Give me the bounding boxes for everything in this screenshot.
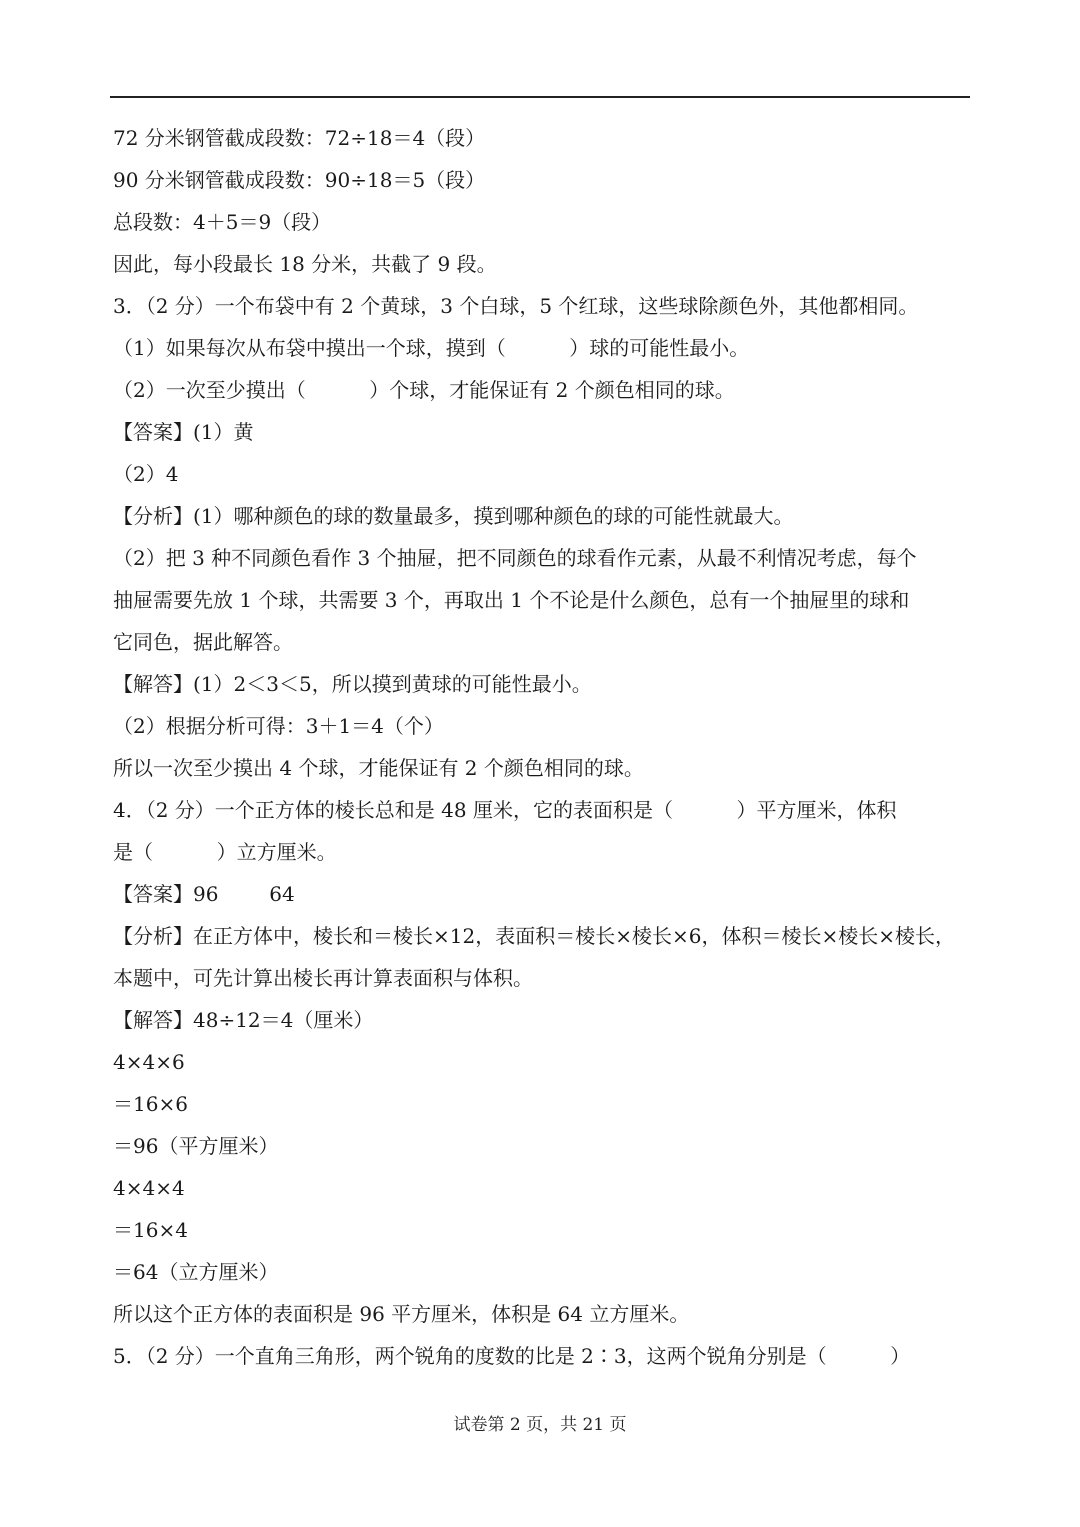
analysis-line: 抽屉需要先放 1 个球，共需要 3 个，再取出 1 个不论是什么颜色，总有一个抽屉里的球和 [113, 588, 910, 612]
text-line: 72 分米钢管截成段数：72÷18＝4（段） [113, 126, 486, 150]
text-line: 总段数：4＋5＝9（段） [113, 210, 332, 234]
calc-line: 4×4×6 [113, 1050, 185, 1074]
solution-line: 所以一次至少摸出 4 个球，才能保证有 2 个颜色相同的球。 [113, 756, 644, 780]
header-rule [110, 96, 970, 98]
text-line: 90 分米钢管截成段数：90÷18＝5（段） [113, 168, 486, 192]
calc-line: ＝96（平方厘米） [113, 1134, 279, 1158]
calc-line: ＝16×6 [113, 1092, 188, 1116]
calc-line: ＝64（立方厘米） [113, 1260, 279, 1284]
answer-line: 【答案】(1）黄 [113, 420, 254, 444]
analysis-line: （2）把 3 种不同颜色看作 3 个抽屉，把不同颜色的球看作元素，从最不利情况考虑，每个 [113, 546, 917, 570]
analysis-line: 它同色，据此解答。 [113, 630, 293, 654]
question-3-part-2: （2）一次至少摸出（ ）个球，才能保证有 2 个颜色相同的球。 [113, 378, 735, 402]
question-4-stem: 4．（2 分）一个正方体的棱长总和是 48 厘米，它的表面积是（ ）平方厘米，体积 [113, 798, 897, 822]
analysis-line: 【分析】在正方体中，棱长和＝棱长×12，表面积＝棱长×棱长×6，体积＝棱长×棱长×棱长， [113, 924, 955, 948]
question-5-stem: 5．（2 分）一个直角三角形，两个锐角的度数的比是 2∶3，这两个锐角分别是（ ） [113, 1344, 911, 1368]
analysis-line: 本题中，可先计算出棱长再计算表面积与体积。 [113, 966, 533, 990]
text-line: 因此，每小段最长 18 分米，共截了 9 段。 [113, 252, 497, 276]
question-3-stem: 3．（2 分）一个布袋中有 2 个黄球，3 个白球，5 个红球，这些球除颜色外，其他都相同。 [113, 294, 919, 318]
solution-line: 【解答】48÷12＝4（厘米） [113, 1008, 374, 1032]
solution-line: （2）根据分析可得：3＋1＝4（个） [113, 714, 444, 738]
question-3-part-1: （1）如果每次从布袋中摸出一个球，摸到（ ）球的可能性最小。 [113, 336, 750, 360]
solution-line: 【解答】(1）2＜3＜5，所以摸到黄球的可能性最小。 [113, 672, 592, 696]
calc-line: ＝16×4 [113, 1218, 188, 1242]
answer-line: （2）4 [113, 462, 179, 486]
page-body [113, 117, 973, 1377]
solution-line: 所以这个正方体的表面积是 96 平方厘米，体积是 64 立方厘米。 [113, 1302, 690, 1326]
page-footer: 试卷第 2 页，共 21 页 [453, 1415, 627, 1435]
question-4-stem: 是（ ）立方厘米。 [113, 840, 337, 864]
answer-line: 【答案】96 64 [113, 882, 295, 906]
analysis-line: 【分析】(1）哪种颜色的球的数量最多，摸到哪种颜色的球的可能性就最大。 [113, 504, 794, 528]
calc-line: 4×4×4 [113, 1176, 185, 1200]
